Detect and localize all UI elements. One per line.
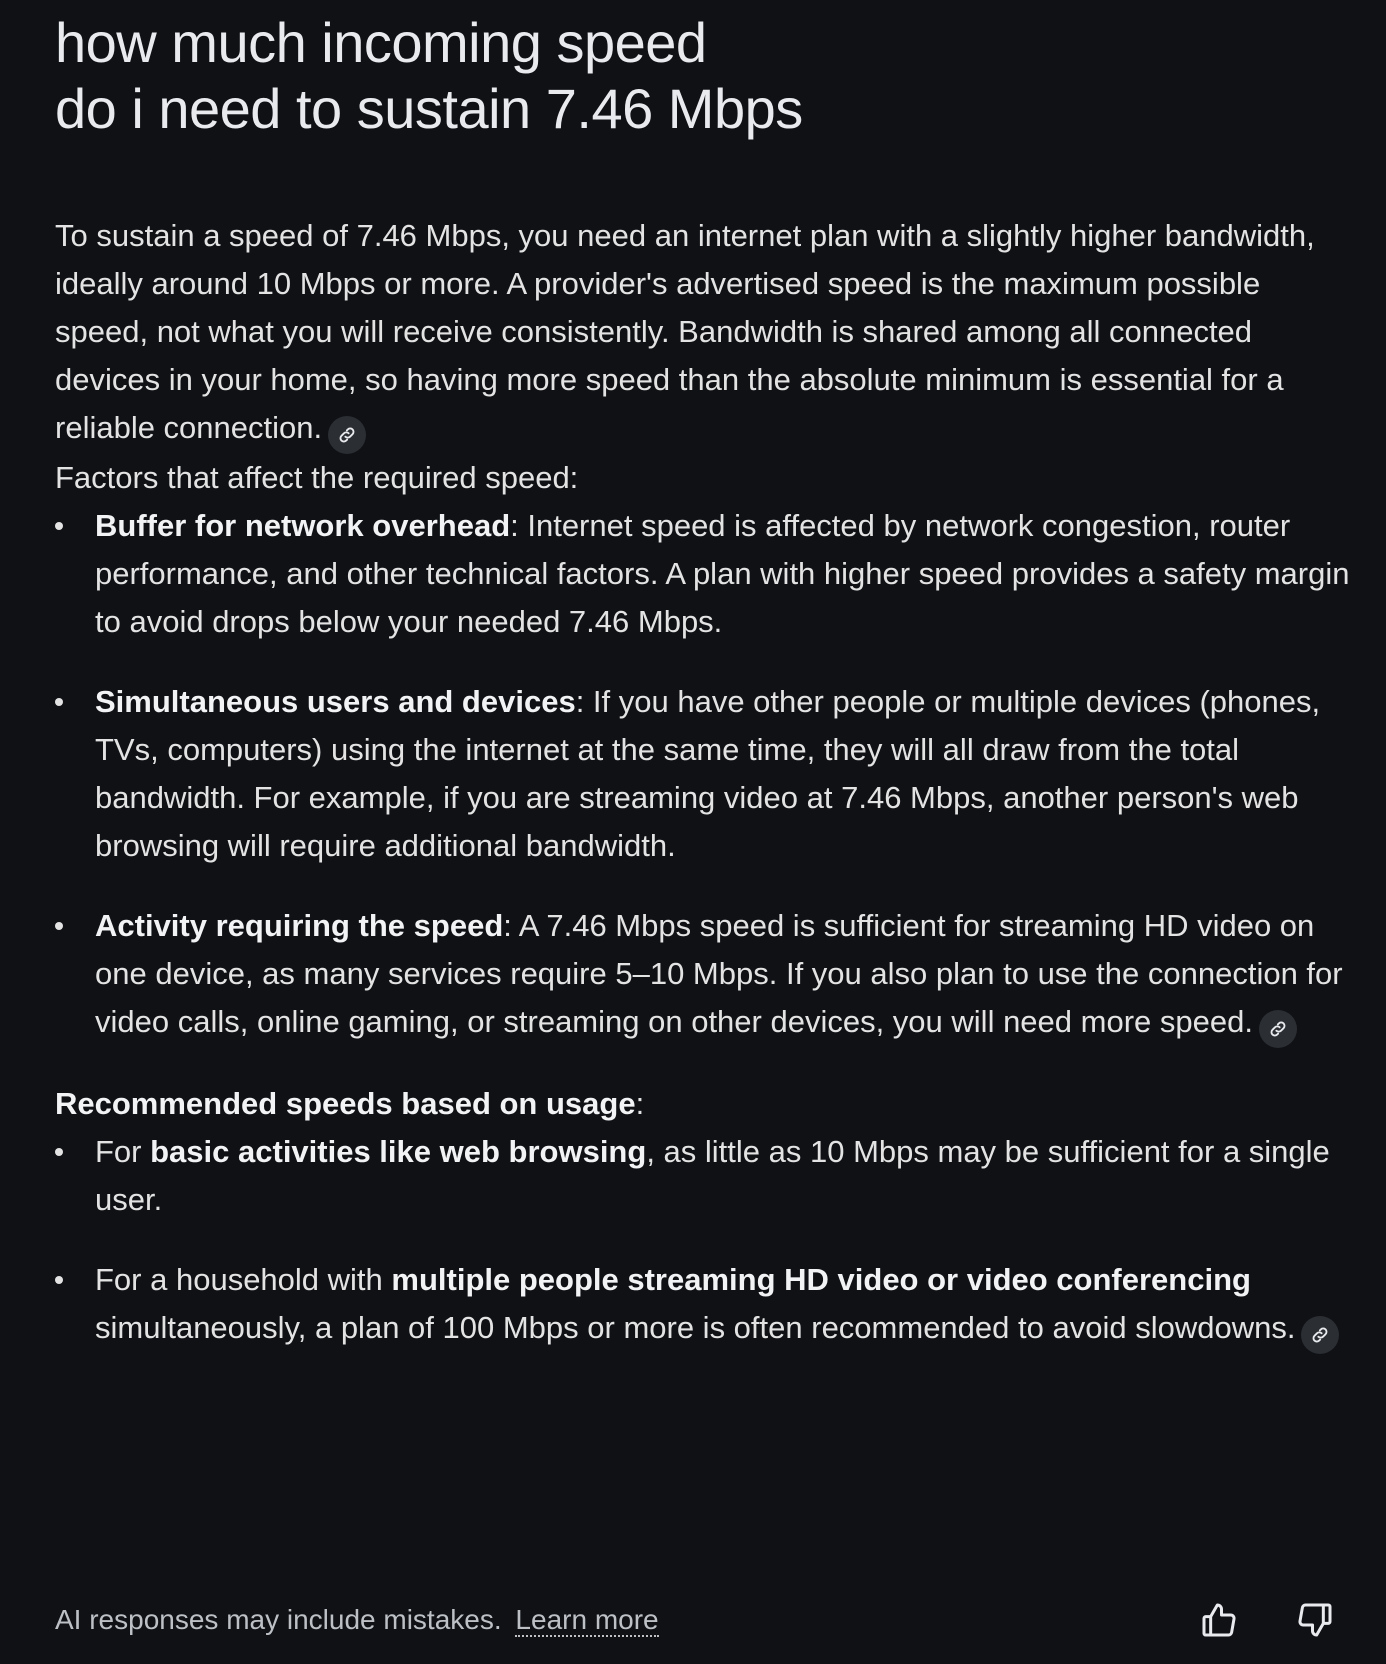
intro-paragraph bbox=[55, 212, 1355, 454]
learn-more-link[interactable]: Learn more bbox=[515, 1604, 659, 1635]
source-link-button[interactable] bbox=[328, 416, 366, 454]
link-icon bbox=[337, 425, 357, 445]
list-item bbox=[55, 902, 1355, 1048]
factors-heading: Factors that affect the required speed: bbox=[55, 460, 579, 495]
recommended-heading-text: Recommended speeds based on usage bbox=[55, 1086, 636, 1121]
factors-list bbox=[55, 502, 1355, 1048]
recommended-text: simultaneously, a plan of 100 Mbps or more is often recommended to avoid slowdowns. bbox=[95, 1310, 1296, 1345]
list-item bbox=[55, 1128, 1355, 1224]
ai-overview bbox=[55, 0, 1355, 1386]
bullet-dot bbox=[55, 698, 63, 706]
thumbs-up-button[interactable] bbox=[1196, 1597, 1242, 1643]
thumbs-up-icon bbox=[1199, 1600, 1239, 1640]
bullet-dot bbox=[55, 1276, 63, 1284]
bullet-dot bbox=[55, 522, 63, 530]
query-title bbox=[55, 10, 1355, 142]
factor-text: : If you have other people or multiple devices (phones, TVs, computers) using the internet at the same time, they will all draw from the total bandwidth. For example, if you are streaming video at 7.46 Mbps, another person's web browsing will require additional bandwidth. bbox=[95, 684, 1321, 863]
source-link-button[interactable] bbox=[1259, 1010, 1297, 1048]
link-icon bbox=[1268, 1019, 1288, 1039]
list-item bbox=[55, 678, 1355, 870]
factor-text: : A 7.46 Mbps speed is sufficient for streaming HD video on one device, as many services require 5–10 Mbps. If you also plan to use the connection for video calls, online gaming, or streaming on other devices, you will need more speed. bbox=[95, 908, 1343, 1039]
recommended-text: , as little as 10 Mbps may be sufficient for a single user. bbox=[95, 1134, 1330, 1217]
source-link-button[interactable] bbox=[1301, 1316, 1339, 1354]
factor-term: Simultaneous users and devices bbox=[95, 684, 576, 719]
thumbs-down-button[interactable] bbox=[1292, 1597, 1338, 1643]
factor-text: : Internet speed is affected by network congestion, router performance, and other technical factors. A plan with higher speed provides a safety margin to avoid drops below your needed 7.46 Mbps. bbox=[95, 508, 1350, 639]
intro-text: To sustain a speed of 7.46 Mbps, you need an internet plan with a slightly higher bandwidth, ideally around 10 Mbps or more. A provider's advertised speed is the maximum possible speed, not what you will receive consistently. Bandwidth is shared among all connected devices in your home, so having more speed than the absolute minimum is essential for a reliable connection. bbox=[55, 218, 1315, 445]
response-footer bbox=[55, 1595, 1346, 1645]
query-line-1: how much incoming speed bbox=[55, 11, 707, 74]
query-line-2: do i need to sustain 7.46 Mbps bbox=[55, 77, 803, 140]
recommended-prefix: For bbox=[95, 1134, 151, 1169]
recommended-prefix: For a household with bbox=[95, 1262, 392, 1297]
bullet-dot bbox=[55, 1148, 63, 1156]
disclaimer bbox=[55, 1604, 659, 1636]
list-item bbox=[55, 1256, 1355, 1354]
factor-term: Buffer for network overhead bbox=[95, 508, 511, 543]
thumbs-down-icon bbox=[1295, 1600, 1335, 1640]
disclaimer-text: AI responses may include mistakes. bbox=[55, 1604, 502, 1635]
recommended-term: multiple people streaming HD video or video conferencing bbox=[391, 1262, 1251, 1297]
recommended-heading-colon: : bbox=[635, 1086, 645, 1121]
list-item bbox=[55, 502, 1355, 646]
recommended-list bbox=[55, 1128, 1355, 1354]
answer-body bbox=[55, 212, 1355, 1354]
bullet-dot bbox=[55, 922, 63, 930]
recommended-heading bbox=[55, 1080, 1355, 1128]
link-icon bbox=[1310, 1325, 1330, 1345]
recommended-term: basic activities like web browsing bbox=[150, 1134, 647, 1169]
feedback-buttons bbox=[1196, 1597, 1338, 1643]
factor-term: Activity requiring the speed bbox=[95, 908, 504, 943]
